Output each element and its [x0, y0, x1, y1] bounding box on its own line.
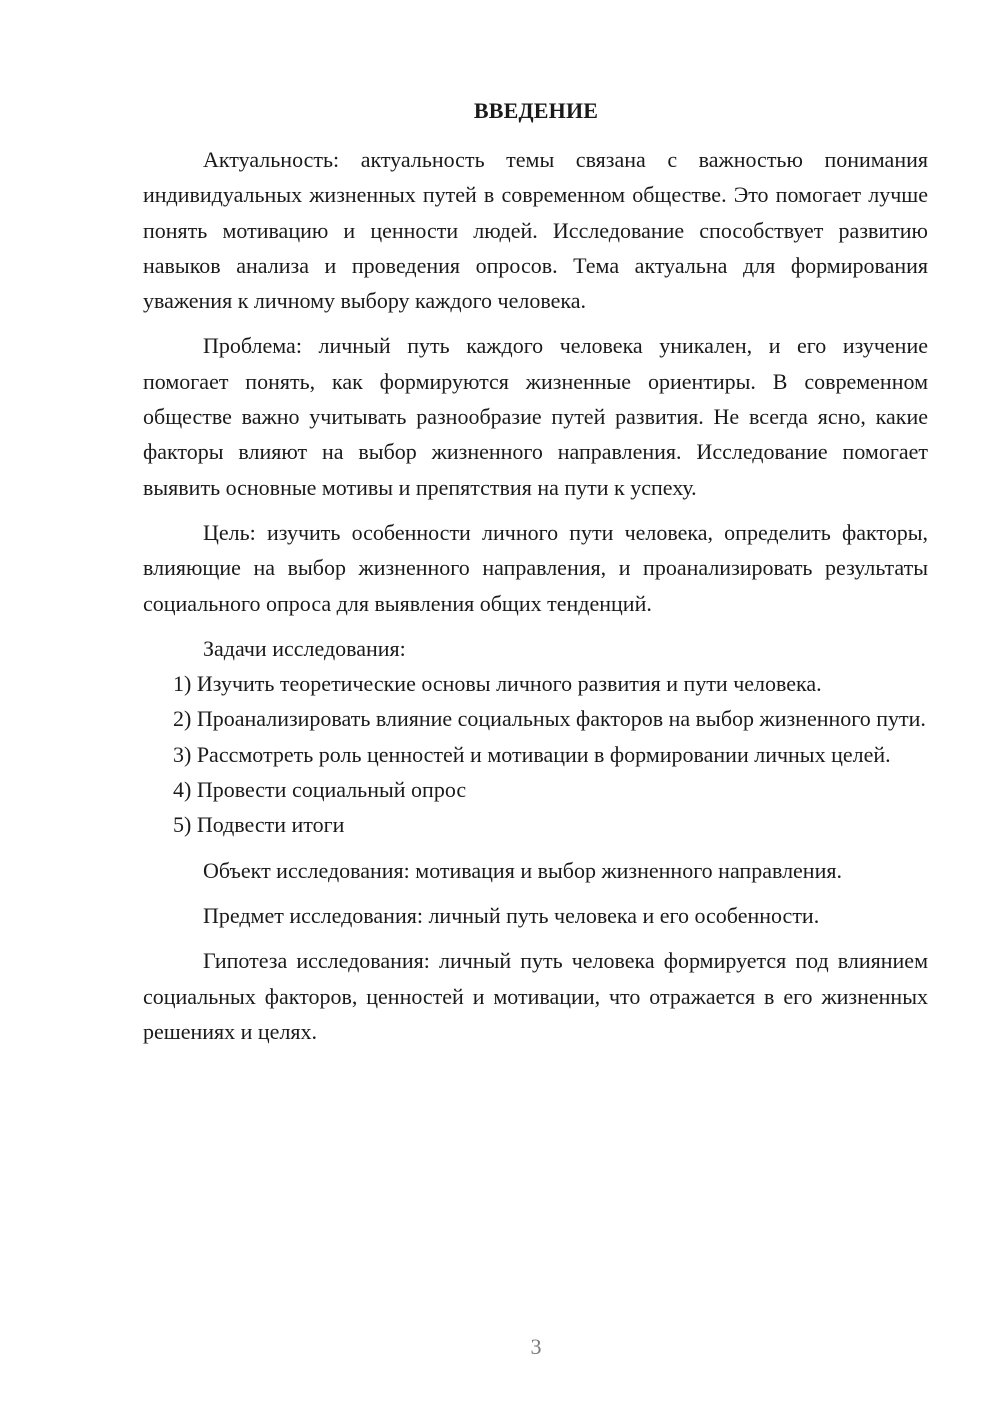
subject-paragraph: Предмет исследования: личный путь человека и его особенности.	[203, 902, 820, 928]
page-title: ВВЕДЕНИЕ	[473, 98, 599, 123]
relevance-paragraph: Актуальность: актуальность темы связана с важностью понимания индивидуальных жизненных путей в современном обществе. Это помогает лучше понять мотивацию и ценности людей. Исследование способствует развитию навыков анализа и проведения опросов. Тема актуальна для формирования уважения к личному выбору каждого человека.	[143, 147, 928, 314]
task-item-3: 3) Рассмотреть роль ценностей и мотивации в формировании личных целей.	[173, 741, 891, 767]
object-paragraph: Объект исследования: мотивация и выбор жизненного направления.	[203, 857, 842, 883]
tasks-heading: Задачи исследования:	[203, 635, 406, 661]
task-item-5: 5) Подвести итоги	[173, 812, 345, 838]
problem-paragraph: Проблема: личный путь каждого человека уникален, и его изучение помогает понять, как формируются жизненные ориентиры. В современном обществе важно учитывать разнообразие путей развития. Не всегда ясно, какие факторы влияют на выбор жизненного направления. Исследование помогает выявить основные мотивы и препятствия на пути к успеху.	[143, 333, 928, 500]
task-item-4: 4) Провести социальный опрос	[173, 777, 467, 803]
task-item-1: 1) Изучить теоретические основы личного развития и пути человека.	[173, 671, 822, 697]
page-number: 3	[530, 1334, 542, 1359]
hypothesis-paragraph: Гипотеза исследования: личный путь человека формируется под влиянием социальных факторов, ценностей и мотивации, что отражается в его жизненных решениях и целях.	[143, 948, 928, 1044]
task-item-2: 2) Проанализировать влияние социальных факторов на выбор жизненного пути.	[173, 706, 926, 732]
document-body	[143, 142, 928, 1049]
goal-paragraph: Цель: изучить особенности личного пути человека, определить факторы, влияющие на выбор жизненного направления, и проанализировать результаты социального опроса для выявления общих тенденций.	[143, 519, 928, 616]
